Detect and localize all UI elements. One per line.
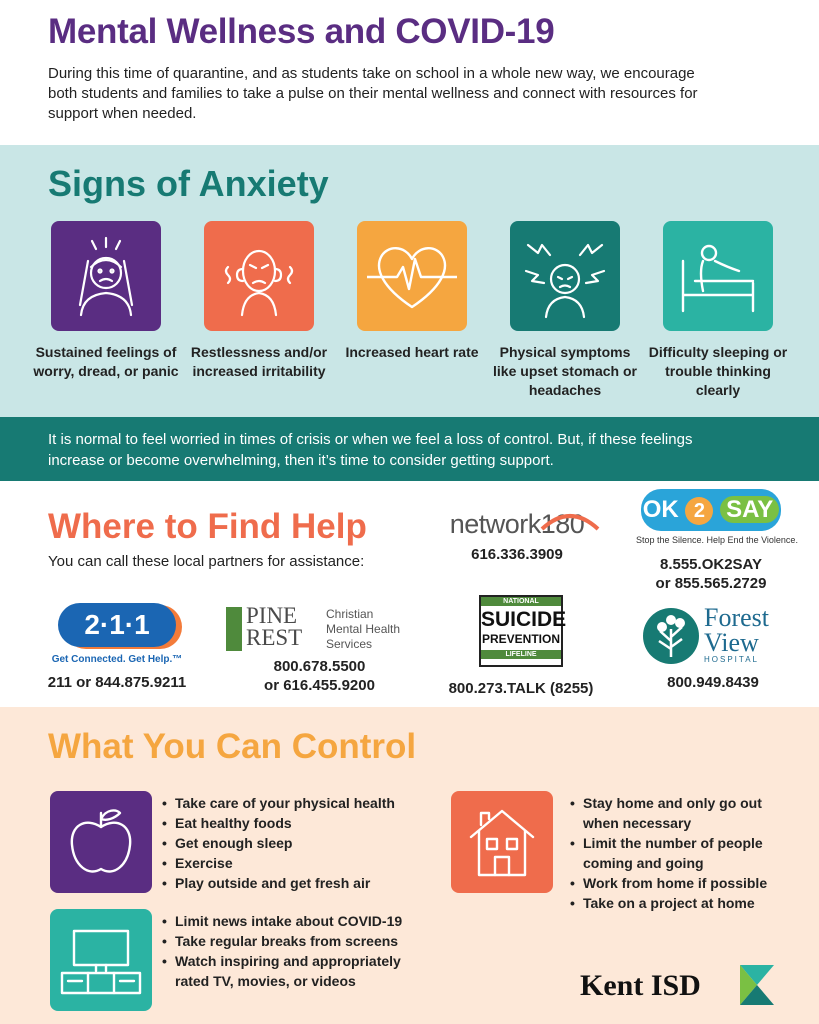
list-item: • Eat healthy foods xyxy=(162,813,395,833)
normal-worry-text: It is normal to feel worried in times of crisis or when we feel a loss of control. But, if these feelings increase or become overwhelming, then it’s time to consider getting support. xyxy=(48,431,693,469)
ok2say-phone[interactable]: 8.555.OK2SAY xyxy=(659,556,762,573)
ok2say-phone-alt[interactable]: or 855.565.2729 xyxy=(655,575,767,592)
list-item: • Stay home and only go out xyxy=(570,793,767,813)
worried-person-icon xyxy=(51,221,161,331)
ok2say-logo: OK 2 SAY xyxy=(641,489,781,531)
anxiety-title: Signs of Anxiety xyxy=(48,163,329,204)
header-section xyxy=(0,0,819,145)
two11-logo: 2·1·1 xyxy=(58,603,176,647)
list-item-continued: coming and going xyxy=(583,855,704,871)
angry-face-icon xyxy=(204,221,314,331)
screen-time-list xyxy=(162,911,402,991)
stay-home-list xyxy=(570,793,767,913)
sign-worry xyxy=(31,221,181,381)
headache-icon xyxy=(510,221,620,331)
heart-rate-icon xyxy=(357,221,467,331)
list-item: • Work from home if possible xyxy=(570,873,767,893)
page-title: Mental Wellness and COVID-19 xyxy=(48,12,555,51)
list-item: • Play outside and get fresh air xyxy=(162,873,395,893)
kent-isd-logo xyxy=(580,965,780,1009)
forestview-logo: Forest View HOSPITAL xyxy=(638,605,788,669)
two11-card xyxy=(32,603,202,692)
control-section xyxy=(0,707,819,1024)
forestview-phone[interactable]: 800.949.8439 xyxy=(667,674,759,691)
anxiety-section xyxy=(0,145,819,417)
suicide-prevention-logo: NATIONAL SUICIDE PREVENTION LIFELINE xyxy=(479,595,563,667)
house-icon xyxy=(451,791,553,893)
sign-label: Physical symptoms like upset stomach or headaches xyxy=(493,344,637,398)
suicide-prevention-phone[interactable]: 800.273.TALK (8255) xyxy=(448,680,594,697)
list-item: rated TV, movies, or videos xyxy=(175,973,356,989)
ok2say-card xyxy=(636,489,798,593)
sign-sleeping xyxy=(643,221,793,400)
pinerest-card xyxy=(222,605,417,695)
list-item: • Limit the number of people xyxy=(570,833,767,853)
ok2say-tagline: Stop the Silence. Help End the Violence. xyxy=(636,535,798,545)
list-item: • Watch inspiring and appropriately xyxy=(162,951,402,971)
list-item: • Get enough sleep xyxy=(162,833,395,853)
list-item: • Exercise xyxy=(162,853,395,873)
two11-phone[interactable]: 211 or 844.875.9211 xyxy=(47,674,187,691)
sign-label: Restlessness and/or increased irritability xyxy=(190,344,328,379)
intro-text: During this time of quarantine, and as students take on school in a whole new way, we encourage both students and families to take a pulse on their mental wellness and connect with resources for support when needed. xyxy=(48,65,698,122)
list-item: • Take regular breaks from screens xyxy=(162,931,402,951)
pinerest-phone-alt[interactable]: or 616.455.9200 xyxy=(264,677,375,694)
sign-restless xyxy=(184,221,334,381)
pinerest-logo: PINE REST Christian Mental Health Services xyxy=(222,605,417,657)
pinerest-cross-icon xyxy=(226,607,242,651)
kent-isd-mark-icon xyxy=(740,965,774,1005)
two11-tagline: Get Connected. Get Help.™ xyxy=(51,654,183,665)
network180-logo: network180 xyxy=(432,503,602,545)
sign-label: Difficulty sleeping or trouble thinking clearly xyxy=(648,344,788,398)
suicide-prevention-card xyxy=(436,595,606,698)
health-list xyxy=(162,793,395,893)
forestview-card xyxy=(638,605,788,692)
apple-icon xyxy=(50,791,152,893)
sign-label: Increased heart rate xyxy=(345,344,479,360)
pinerest-phone[interactable]: 800.678.5500 xyxy=(273,658,366,675)
network180-phone[interactable]: 616.336.3909 xyxy=(471,546,563,563)
list-item: • Take care of your physical health xyxy=(162,793,395,813)
list-item-continued: when necessary xyxy=(583,815,692,831)
tv-icon xyxy=(50,909,152,1011)
kent-isd-wordmark: Kent ISD xyxy=(580,969,701,1002)
sign-label: Sustained feelings of worry, dread, or panic xyxy=(33,344,179,379)
list-item: • Take on a project at home xyxy=(570,893,767,913)
help-section xyxy=(0,481,819,707)
help-subtitle: You can call these local partners for assistance: xyxy=(48,553,365,570)
sign-physical xyxy=(490,221,640,400)
control-title: What You Can Control xyxy=(48,727,417,766)
list-item: • Limit news intake about COVID-19 xyxy=(162,911,402,931)
help-title: Where to Find Help xyxy=(48,507,367,546)
bed-icon xyxy=(663,221,773,331)
network180-card xyxy=(432,503,602,564)
sign-heart-rate xyxy=(337,221,487,362)
tree-icon xyxy=(642,607,700,665)
normal-worry-band xyxy=(0,417,819,481)
